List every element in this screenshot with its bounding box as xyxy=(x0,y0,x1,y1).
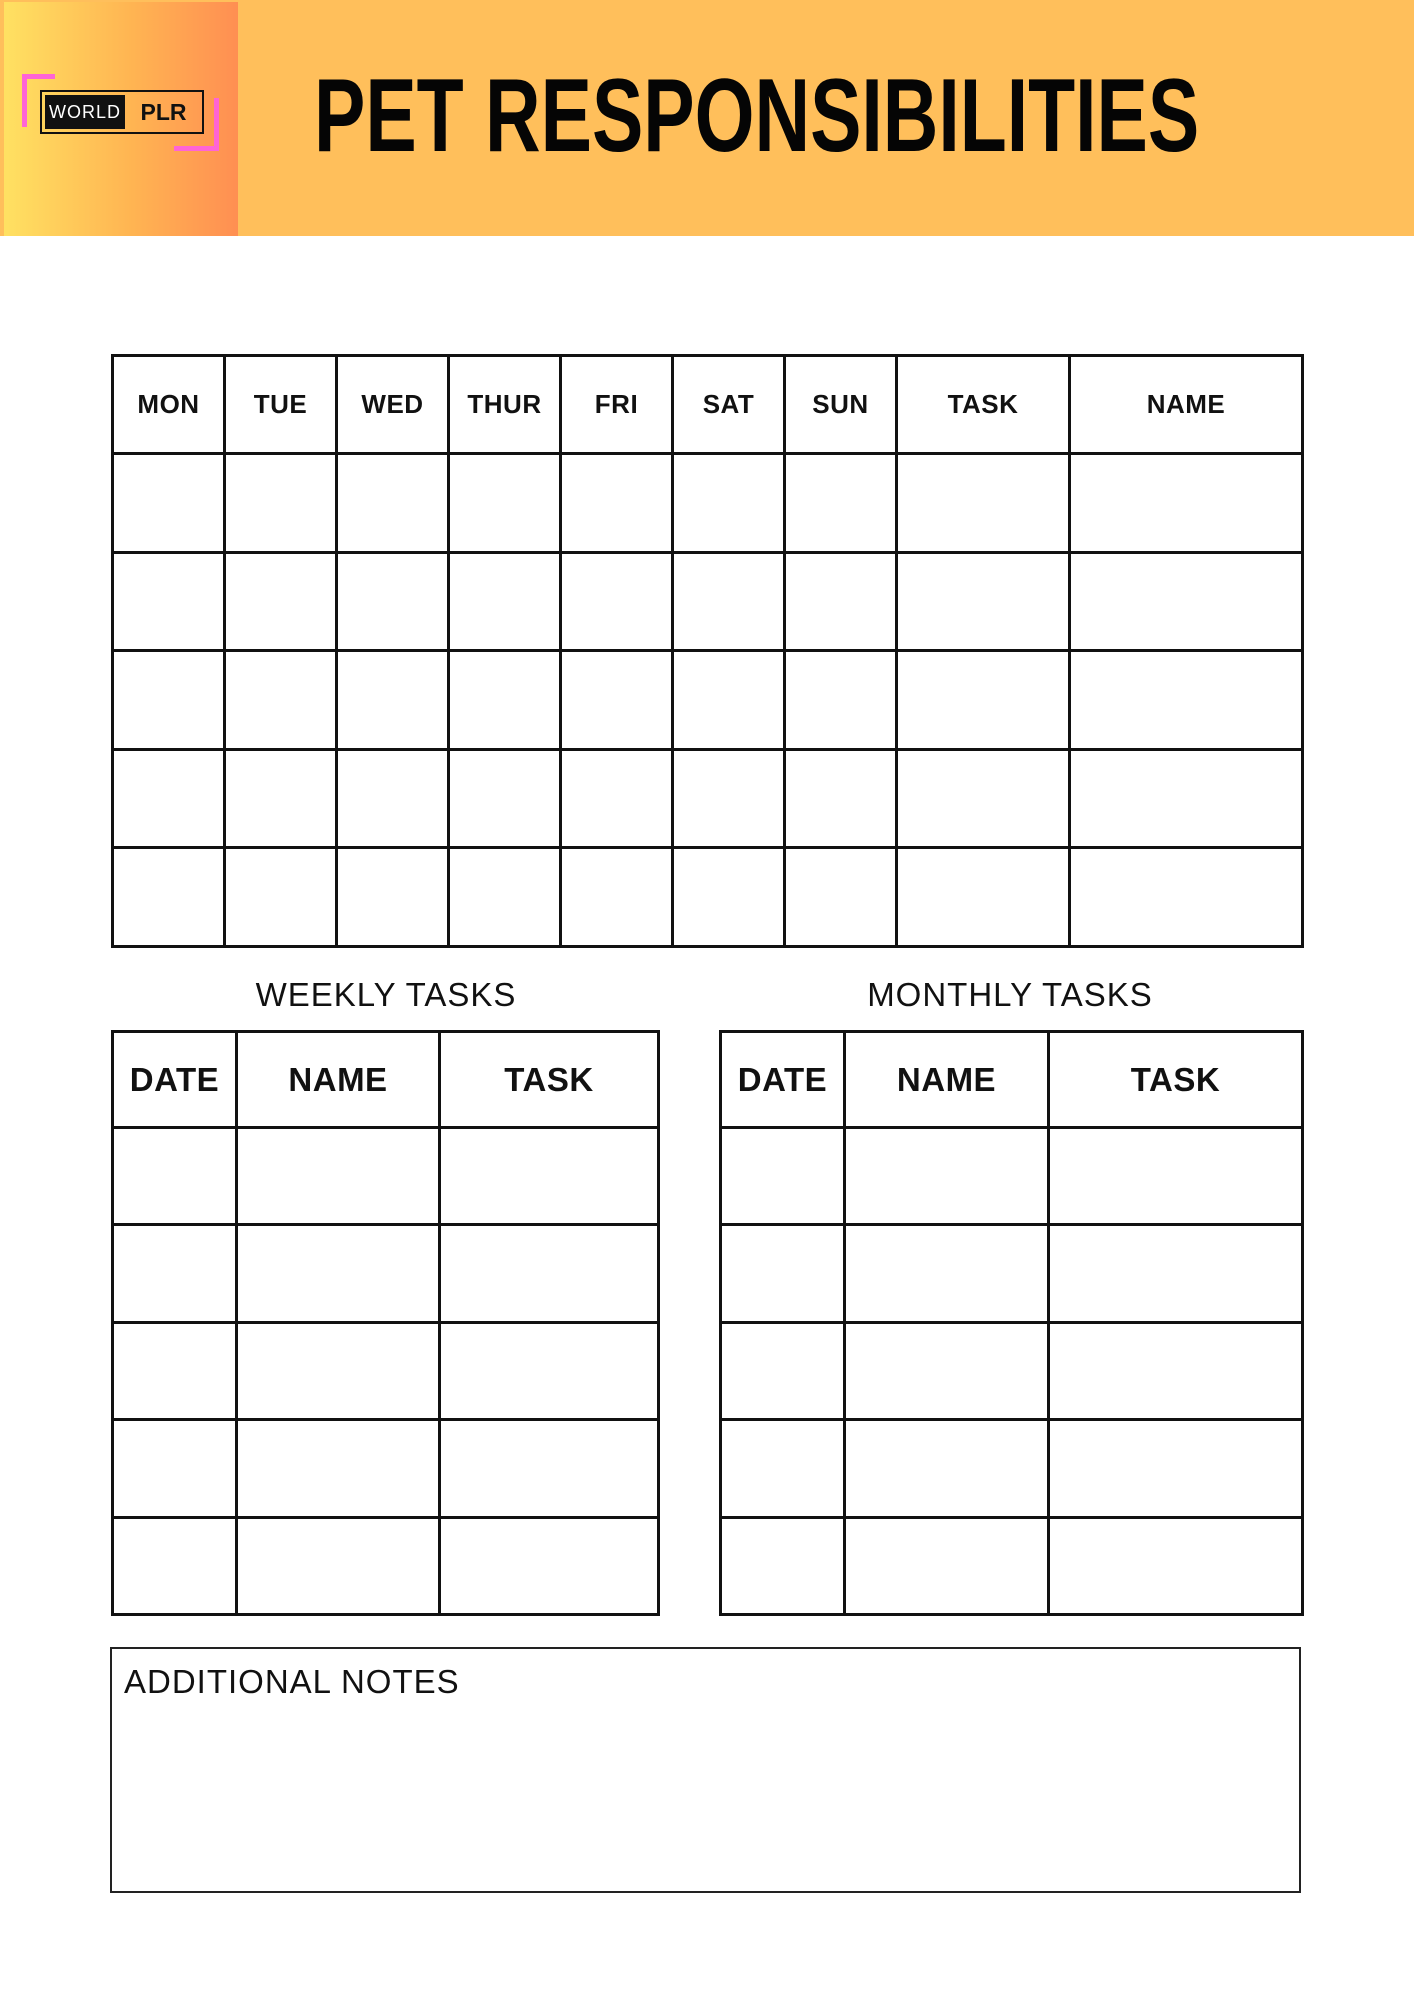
table-header-row xyxy=(721,1032,1303,1128)
table-cell[interactable] xyxy=(673,651,785,750)
table-row xyxy=(113,1225,659,1322)
table-cell[interactable] xyxy=(237,1517,440,1614)
table-cell[interactable] xyxy=(113,651,225,750)
table-cell[interactable] xyxy=(449,552,561,651)
table-cell[interactable] xyxy=(449,749,561,848)
column-header-name: NAME xyxy=(237,1032,440,1128)
table-cell[interactable] xyxy=(1049,1128,1303,1225)
column-header-task: TASK xyxy=(897,356,1070,454)
table-row xyxy=(113,552,1303,651)
table-cell[interactable] xyxy=(225,552,337,651)
table-cell[interactable] xyxy=(845,1517,1049,1614)
table-cell[interactable] xyxy=(897,651,1070,750)
table-row xyxy=(721,1420,1303,1517)
column-header-date: DATE xyxy=(721,1032,845,1128)
table-cell[interactable] xyxy=(1070,848,1303,947)
table-row xyxy=(113,454,1303,553)
header-banner xyxy=(0,0,1414,236)
column-header-sun: SUN xyxy=(785,356,897,454)
table-row xyxy=(113,848,1303,947)
table-cell[interactable] xyxy=(845,1225,1049,1322)
table-cell[interactable] xyxy=(337,848,449,947)
column-header-name: NAME xyxy=(845,1032,1049,1128)
table-cell[interactable] xyxy=(337,651,449,750)
table-cell[interactable] xyxy=(113,749,225,848)
table-cell[interactable] xyxy=(225,848,337,947)
table-cell[interactable] xyxy=(785,749,897,848)
table-cell[interactable] xyxy=(897,749,1070,848)
logo-plr-text: PLR xyxy=(140,98,187,125)
table-cell[interactable] xyxy=(1049,1517,1303,1614)
table-row xyxy=(113,1420,659,1517)
table-cell[interactable] xyxy=(673,552,785,651)
table-cell[interactable] xyxy=(785,651,897,750)
weekly-tasks-table xyxy=(111,1030,660,1616)
table-cell[interactable] xyxy=(845,1128,1049,1225)
table-cell[interactable] xyxy=(721,1420,845,1517)
table-header-row xyxy=(113,1032,659,1128)
column-header-wed: WED xyxy=(337,356,449,454)
table-cell[interactable] xyxy=(561,651,673,750)
table-cell[interactable] xyxy=(897,848,1070,947)
column-header-date: DATE xyxy=(113,1032,237,1128)
table-cell[interactable] xyxy=(440,1517,659,1614)
table-cell[interactable] xyxy=(785,454,897,553)
logo-box xyxy=(40,90,204,134)
table-cell[interactable] xyxy=(561,848,673,947)
table-cell[interactable] xyxy=(113,1225,237,1322)
column-header-fri: FRI xyxy=(561,356,673,454)
table-cell[interactable] xyxy=(721,1225,845,1322)
additional-notes-label: ADDITIONAL NOTES xyxy=(124,1663,460,1700)
table-cell[interactable] xyxy=(1049,1420,1303,1517)
column-header-sat: SAT xyxy=(673,356,785,454)
logo xyxy=(4,2,238,236)
table-cell[interactable] xyxy=(561,454,673,553)
table-cell[interactable] xyxy=(440,1128,659,1225)
table-cell[interactable] xyxy=(337,749,449,848)
table-cell[interactable] xyxy=(1070,454,1303,553)
table-cell[interactable] xyxy=(225,749,337,848)
column-header-task: TASK xyxy=(1049,1032,1303,1128)
table-cell[interactable] xyxy=(721,1322,845,1419)
column-header-name: NAME xyxy=(1070,356,1303,454)
table-cell[interactable] xyxy=(1070,552,1303,651)
table-cell[interactable] xyxy=(673,454,785,553)
table-cell[interactable] xyxy=(225,651,337,750)
table-cell[interactable] xyxy=(785,552,897,651)
table-cell[interactable] xyxy=(673,848,785,947)
table-cell[interactable] xyxy=(225,454,337,553)
column-header-thur: THUR xyxy=(449,356,561,454)
table-cell[interactable] xyxy=(561,749,673,848)
table-row xyxy=(721,1128,1303,1225)
table-row xyxy=(113,749,1303,848)
table-cell[interactable] xyxy=(449,848,561,947)
table-cell[interactable] xyxy=(337,552,449,651)
table-cell[interactable] xyxy=(721,1128,845,1225)
additional-notes-box[interactable] xyxy=(110,1647,1301,1893)
table-cell[interactable] xyxy=(237,1322,440,1419)
table-cell[interactable] xyxy=(113,454,225,553)
table-row xyxy=(721,1322,1303,1419)
table-row xyxy=(721,1517,1303,1614)
table-row xyxy=(721,1225,1303,1322)
table-cell[interactable] xyxy=(237,1420,440,1517)
table-cell[interactable] xyxy=(337,454,449,553)
table-cell[interactable] xyxy=(785,848,897,947)
table-header-row xyxy=(113,356,1303,454)
table-cell[interactable] xyxy=(1070,749,1303,848)
table-cell[interactable] xyxy=(1049,1225,1303,1322)
column-header-task: TASK xyxy=(440,1032,659,1128)
table-cell[interactable] xyxy=(440,1322,659,1419)
monthly-tasks-heading: MONTHLY TASKS xyxy=(867,976,1153,1013)
table-cell[interactable] xyxy=(673,749,785,848)
logo-world-text: WORLD xyxy=(45,95,125,129)
column-header-tue: TUE xyxy=(225,356,337,454)
table-row xyxy=(113,1322,659,1419)
table-cell[interactable] xyxy=(721,1517,845,1614)
table-cell[interactable] xyxy=(1049,1322,1303,1419)
table-cell[interactable] xyxy=(237,1128,440,1225)
table-cell[interactable] xyxy=(845,1420,1049,1517)
table-cell[interactable] xyxy=(449,651,561,750)
table-cell[interactable] xyxy=(237,1225,440,1322)
table-cell[interactable] xyxy=(897,454,1070,553)
table-cell[interactable] xyxy=(113,1517,237,1614)
table-cell[interactable] xyxy=(449,454,561,553)
column-header-mon: MON xyxy=(113,356,225,454)
weekly-tasks-heading: WEEKLY TASKS xyxy=(255,976,517,1013)
page-title: PET RESPONSIBILITIES xyxy=(314,58,1200,174)
table-cell[interactable] xyxy=(440,1420,659,1517)
table-cell[interactable] xyxy=(113,1128,237,1225)
table-row xyxy=(113,1128,659,1225)
weekday-schedule-table xyxy=(111,354,1304,948)
table-row xyxy=(113,651,1303,750)
table-cell[interactable] xyxy=(113,1322,237,1419)
table-cell[interactable] xyxy=(897,552,1070,651)
table-cell[interactable] xyxy=(1070,651,1303,750)
table-cell[interactable] xyxy=(113,1420,237,1517)
table-cell[interactable] xyxy=(113,552,225,651)
table-cell[interactable] xyxy=(113,848,225,947)
monthly-tasks-table xyxy=(719,1030,1304,1616)
table-row xyxy=(113,1517,659,1614)
table-cell[interactable] xyxy=(440,1225,659,1322)
table-cell[interactable] xyxy=(561,552,673,651)
table-cell[interactable] xyxy=(845,1322,1049,1419)
